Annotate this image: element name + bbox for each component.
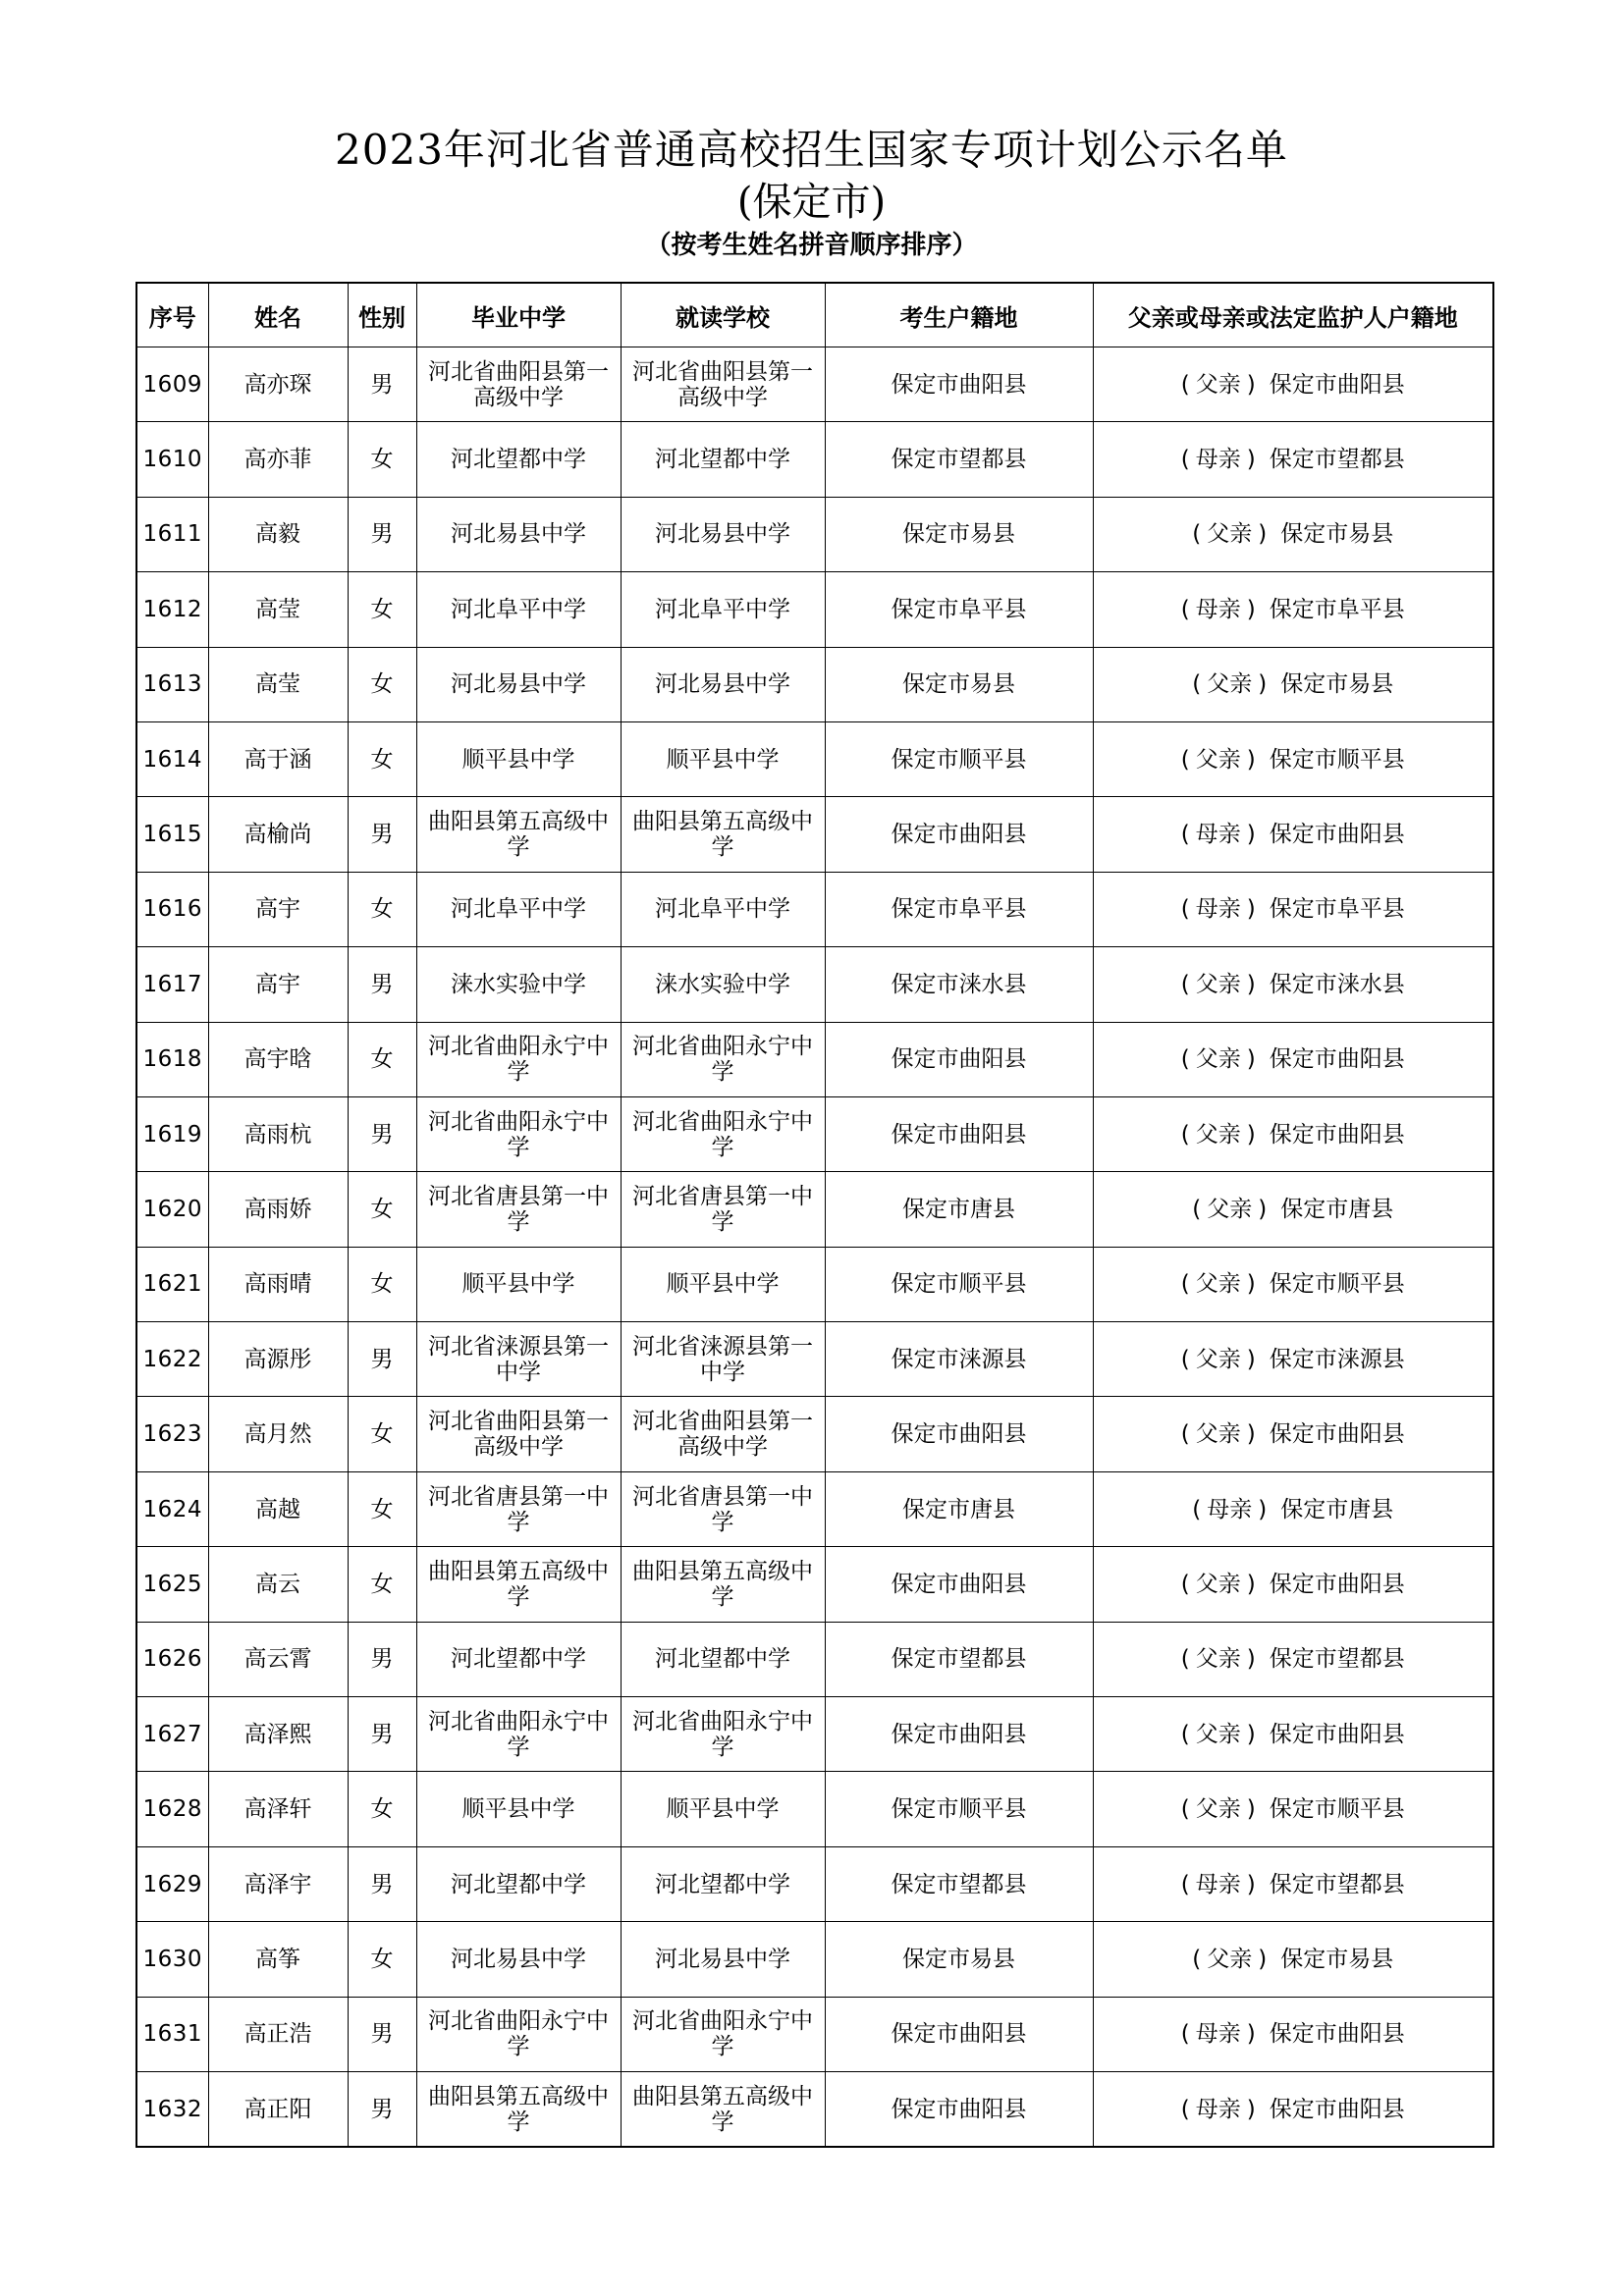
cell-name: 高宇晗 xyxy=(208,1022,348,1096)
guardian-relation: ( 母亲 ) xyxy=(1180,2096,1256,2122)
guardian-place: 保定市唐县 xyxy=(1280,1496,1394,1522)
cell-gender: 男 xyxy=(348,2071,416,2147)
guardian-place: 保定市涞水县 xyxy=(1269,971,1405,997)
cell-gender: 女 xyxy=(348,1247,416,1321)
cell-guardian-registration xyxy=(1093,1247,1493,1321)
cell-graduation-school: 河北望都中学 xyxy=(416,1622,621,1696)
cell-registration: 保定市顺平县 xyxy=(825,721,1093,796)
guardian-relation: ( 父亲 ) xyxy=(1180,1421,1256,1448)
header-seq: 序号 xyxy=(136,283,208,347)
cell-seq: 1629 xyxy=(136,1846,208,1921)
cell-graduation-school: 河北省曲阳县第一高级中学 xyxy=(416,1397,621,1471)
guardian-relation: ( 父亲 ) xyxy=(1192,671,1268,698)
table-row xyxy=(136,1922,1493,1997)
guardian-place: 保定市顺平县 xyxy=(1269,746,1405,773)
cell-guardian-registration xyxy=(1093,797,1493,872)
cell-current-school: 河北省曲阳县第一高级中学 xyxy=(621,347,825,422)
cell-graduation-school: 河北省涞源县第一中学 xyxy=(416,1322,621,1397)
cell-seq: 1632 xyxy=(136,2071,208,2147)
cell-gender: 女 xyxy=(348,1922,416,1997)
guardian-relation: ( 父亲 ) xyxy=(1192,521,1268,548)
cell-graduation-school: 河北阜平中学 xyxy=(416,572,621,647)
page-subtitle: (保定市) xyxy=(736,180,887,225)
cell-registration: 保定市望都县 xyxy=(825,422,1093,497)
table-row xyxy=(136,1772,1493,1846)
cell-seq: 1616 xyxy=(136,872,208,946)
guardian-relation: ( 父亲 ) xyxy=(1180,1121,1256,1148)
table-header-row xyxy=(136,283,1493,347)
guardian-relation-label: 父亲 xyxy=(1195,1046,1241,1073)
guardian-relation-label: 父亲 xyxy=(1207,1946,1253,1972)
table-row xyxy=(136,422,1493,497)
cell-registration: 保定市易县 xyxy=(825,1922,1093,1997)
cell-graduation-school: 河北望都中学 xyxy=(416,422,621,497)
guardian-relation-label: 母亲 xyxy=(1207,1496,1253,1522)
table-row xyxy=(136,721,1493,796)
guardian-place: 保定市顺平县 xyxy=(1269,1796,1405,1823)
cell-seq: 1626 xyxy=(136,1622,208,1696)
cell-guardian-registration xyxy=(1093,1022,1493,1096)
cell-guardian-registration xyxy=(1093,1697,1493,1772)
table-row xyxy=(136,1622,1493,1696)
guardian-relation-label: 父亲 xyxy=(1207,671,1253,698)
cell-registration: 保定市曲阳县 xyxy=(825,1547,1093,1622)
cell-name: 高雨晴 xyxy=(208,1247,348,1321)
cell-name: 高雨杭 xyxy=(208,1096,348,1171)
guardian-relation-label: 父亲 xyxy=(1207,521,1253,548)
guardian-relation: ( 父亲 ) xyxy=(1180,1796,1256,1823)
cell-name: 高筝 xyxy=(208,1922,348,1997)
cell-registration: 保定市易县 xyxy=(825,497,1093,571)
cell-current-school: 河北省曲阳永宁中学 xyxy=(621,1697,825,1772)
cell-registration: 保定市曲阳县 xyxy=(825,1096,1093,1171)
table-body xyxy=(136,347,1493,2148)
cell-registration: 保定市阜平县 xyxy=(825,572,1093,647)
cell-seq: 1621 xyxy=(136,1247,208,1321)
cell-graduation-school: 河北省曲阳永宁中学 xyxy=(416,1022,621,1096)
cell-seq: 1610 xyxy=(136,422,208,497)
cell-registration: 保定市顺平县 xyxy=(825,1772,1093,1846)
cell-guardian-registration xyxy=(1093,721,1493,796)
cell-guardian-registration xyxy=(1093,1322,1493,1397)
table-row xyxy=(136,1997,1493,2071)
cell-current-school: 河北易县中学 xyxy=(621,1922,825,1997)
cell-current-school: 曲阳县第五高级中学 xyxy=(621,2071,825,2147)
table-row xyxy=(136,1172,1493,1247)
cell-seq: 1624 xyxy=(136,1471,208,1546)
guardian-relation-label: 父亲 xyxy=(1195,746,1241,773)
guardian-relation: ( 母亲 ) xyxy=(1180,822,1256,848)
cell-seq: 1618 xyxy=(136,1022,208,1096)
table-row xyxy=(136,2071,1493,2147)
guardian-relation: ( 父亲 ) xyxy=(1180,1271,1256,1298)
cell-gender: 女 xyxy=(348,1172,416,1247)
guardian-place: 保定市曲阳县 xyxy=(1269,2096,1405,2122)
guardian-place: 保定市望都县 xyxy=(1269,1871,1405,1897)
guardian-place: 保定市曲阳县 xyxy=(1269,822,1405,848)
cell-current-school: 顺平县中学 xyxy=(621,1247,825,1321)
cell-guardian-registration xyxy=(1093,947,1493,1022)
cell-name: 高云 xyxy=(208,1547,348,1622)
cell-seq: 1625 xyxy=(136,1547,208,1622)
table-row xyxy=(136,872,1493,946)
cell-name: 高宇 xyxy=(208,947,348,1022)
table-row xyxy=(136,1247,1493,1321)
cell-name: 高越 xyxy=(208,1471,348,1546)
guardian-relation-label: 母亲 xyxy=(1195,822,1241,848)
header-current-school: 就读学校 xyxy=(621,283,825,347)
cell-gender: 男 xyxy=(348,1846,416,1921)
cell-registration: 保定市望都县 xyxy=(825,1622,1093,1696)
guardian-place: 保定市唐县 xyxy=(1280,1196,1394,1222)
guardian-place: 保定市阜平县 xyxy=(1269,596,1405,622)
cell-gender: 女 xyxy=(348,1397,416,1471)
cell-name: 高泽熙 xyxy=(208,1697,348,1772)
cell-current-school: 河北阜平中学 xyxy=(621,872,825,946)
cell-current-school: 河北省唐县第一中学 xyxy=(621,1471,825,1546)
guardian-relation-label: 父亲 xyxy=(1207,1196,1253,1222)
cell-guardian-registration xyxy=(1093,1622,1493,1696)
cell-current-school: 河北望都中学 xyxy=(621,1622,825,1696)
cell-guardian-registration xyxy=(1093,647,1493,721)
cell-current-school: 河北省曲阳县第一高级中学 xyxy=(621,1397,825,1471)
header-guardian-registration: 父亲或母亲或法定监护人户籍地 xyxy=(1093,283,1493,347)
cell-gender: 男 xyxy=(348,947,416,1022)
header-gender: 性别 xyxy=(348,283,416,347)
guardian-relation-label: 母亲 xyxy=(1195,896,1241,923)
cell-name: 高正浩 xyxy=(208,1997,348,2071)
table-row xyxy=(136,1471,1493,1546)
cell-registration: 保定市涞源县 xyxy=(825,1322,1093,1397)
cell-seq: 1627 xyxy=(136,1697,208,1772)
cell-name: 高云霄 xyxy=(208,1622,348,1696)
cell-current-school: 河北易县中学 xyxy=(621,647,825,721)
page-title: 2023年河北省普通高校招生国家专项计划公示名单 xyxy=(335,126,1288,174)
cell-gender: 女 xyxy=(348,1547,416,1622)
guardian-relation: ( 父亲 ) xyxy=(1192,1196,1268,1222)
cell-gender: 女 xyxy=(348,422,416,497)
cell-seq: 1611 xyxy=(136,497,208,571)
cell-graduation-school: 曲阳县第五高级中学 xyxy=(416,2071,621,2147)
cell-current-school: 河北省曲阳永宁中学 xyxy=(621,1022,825,1096)
guardian-relation: ( 母亲 ) xyxy=(1180,596,1256,622)
cell-graduation-school: 顺平县中学 xyxy=(416,721,621,796)
cell-current-school: 河北望都中学 xyxy=(621,422,825,497)
cell-seq: 1609 xyxy=(136,347,208,422)
cell-current-school: 曲阳县第五高级中学 xyxy=(621,797,825,872)
cell-gender: 男 xyxy=(348,1697,416,1772)
cell-seq: 1622 xyxy=(136,1322,208,1397)
cell-registration: 保定市唐县 xyxy=(825,1172,1093,1247)
cell-seq: 1630 xyxy=(136,1922,208,1997)
cell-graduation-school: 河北省唐县第一中学 xyxy=(416,1172,621,1247)
cell-gender: 男 xyxy=(348,1096,416,1171)
cell-graduation-school: 河北省曲阳永宁中学 xyxy=(416,1997,621,2071)
cell-guardian-registration xyxy=(1093,1397,1493,1471)
guardian-relation: ( 父亲 ) xyxy=(1180,971,1256,997)
cell-guardian-registration xyxy=(1093,1172,1493,1247)
cell-name: 高莹 xyxy=(208,647,348,721)
cell-registration: 保定市曲阳县 xyxy=(825,1022,1093,1096)
header-graduation-school: 毕业中学 xyxy=(416,283,621,347)
cell-guardian-registration xyxy=(1093,1997,1493,2071)
cell-seq: 1612 xyxy=(136,572,208,647)
cell-registration: 保定市望都县 xyxy=(825,1846,1093,1921)
roster-table xyxy=(135,282,1494,2148)
guardian-relation: ( 母亲 ) xyxy=(1180,447,1256,473)
cell-graduation-school: 河北望都中学 xyxy=(416,1846,621,1921)
guardian-place: 保定市曲阳县 xyxy=(1269,2021,1405,2048)
cell-current-school: 河北省涞源县第一中学 xyxy=(621,1322,825,1397)
table-row xyxy=(136,1846,1493,1921)
cell-graduation-school: 曲阳县第五高级中学 xyxy=(416,797,621,872)
cell-name: 高毅 xyxy=(208,497,348,571)
guardian-relation: ( 父亲 ) xyxy=(1192,1946,1268,1972)
table-row xyxy=(136,947,1493,1022)
cell-seq: 1615 xyxy=(136,797,208,872)
guardian-place: 保定市阜平县 xyxy=(1269,896,1405,923)
cell-seq: 1631 xyxy=(136,1997,208,2071)
table-row xyxy=(136,1697,1493,1772)
guardian-relation-label: 父亲 xyxy=(1195,1571,1241,1597)
table-row xyxy=(136,347,1493,422)
cell-seq: 1613 xyxy=(136,647,208,721)
cell-guardian-registration xyxy=(1093,1922,1493,1997)
cell-guardian-registration xyxy=(1093,2071,1493,2147)
cell-guardian-registration xyxy=(1093,1846,1493,1921)
cell-gender: 女 xyxy=(348,721,416,796)
cell-graduation-school: 河北省曲阳永宁中学 xyxy=(416,1697,621,1772)
cell-name: 高正阳 xyxy=(208,2071,348,2147)
cell-registration: 保定市顺平县 xyxy=(825,1247,1093,1321)
cell-guardian-registration xyxy=(1093,572,1493,647)
cell-registration: 保定市曲阳县 xyxy=(825,1997,1093,2071)
guardian-relation: ( 母亲 ) xyxy=(1192,1496,1268,1522)
cell-registration: 保定市涞水县 xyxy=(825,947,1093,1022)
cell-gender: 女 xyxy=(348,1022,416,1096)
cell-registration: 保定市曲阳县 xyxy=(825,1697,1093,1772)
cell-gender: 女 xyxy=(348,1772,416,1846)
guardian-relation: ( 父亲 ) xyxy=(1180,1046,1256,1073)
cell-graduation-school: 河北省曲阳永宁中学 xyxy=(416,1096,621,1171)
guardian-relation-label: 父亲 xyxy=(1195,971,1241,997)
guardian-relation-label: 父亲 xyxy=(1195,1271,1241,1298)
cell-name: 高宇 xyxy=(208,872,348,946)
table-row xyxy=(136,1547,1493,1622)
table-row xyxy=(136,1022,1493,1096)
cell-guardian-registration xyxy=(1093,497,1493,571)
guardian-relation-label: 父亲 xyxy=(1195,1646,1241,1673)
guardian-place: 保定市曲阳县 xyxy=(1269,1121,1405,1148)
guardian-relation: ( 母亲 ) xyxy=(1180,2021,1256,2048)
guardian-relation: ( 父亲 ) xyxy=(1180,1571,1256,1597)
cell-current-school: 顺平县中学 xyxy=(621,1772,825,1846)
guardian-place: 保定市曲阳县 xyxy=(1269,1721,1405,1747)
cell-seq: 1617 xyxy=(136,947,208,1022)
cell-guardian-registration xyxy=(1093,1471,1493,1546)
cell-guardian-registration xyxy=(1093,1547,1493,1622)
guardian-place: 保定市曲阳县 xyxy=(1269,1571,1405,1597)
cell-guardian-registration xyxy=(1093,872,1493,946)
cell-registration: 保定市曲阳县 xyxy=(825,2071,1093,2147)
cell-current-school: 顺平县中学 xyxy=(621,721,825,796)
guardian-place: 保定市顺平县 xyxy=(1269,1271,1405,1298)
cell-seq: 1620 xyxy=(136,1172,208,1247)
cell-graduation-school: 河北易县中学 xyxy=(416,647,621,721)
guardian-relation: ( 母亲 ) xyxy=(1180,896,1256,923)
cell-name: 高亦菲 xyxy=(208,422,348,497)
guardian-place: 保定市涞源县 xyxy=(1269,1346,1405,1372)
cell-name: 高榆尚 xyxy=(208,797,348,872)
cell-gender: 女 xyxy=(348,647,416,721)
guardian-relation-label: 父亲 xyxy=(1195,1346,1241,1372)
guardian-place: 保定市曲阳县 xyxy=(1269,1421,1405,1448)
table-row xyxy=(136,1397,1493,1471)
guardian-relation-label: 母亲 xyxy=(1195,2096,1241,2122)
cell-name: 高源彤 xyxy=(208,1322,348,1397)
cell-registration: 保定市阜平县 xyxy=(825,872,1093,946)
cell-current-school: 河北省唐县第一中学 xyxy=(621,1172,825,1247)
cell-registration: 保定市曲阳县 xyxy=(825,797,1093,872)
cell-graduation-school: 涞水实验中学 xyxy=(416,947,621,1022)
header-name: 姓名 xyxy=(208,283,348,347)
guardian-relation-label: 母亲 xyxy=(1195,596,1241,622)
cell-gender: 女 xyxy=(348,872,416,946)
guardian-relation-label: 母亲 xyxy=(1195,2021,1241,2048)
cell-gender: 男 xyxy=(348,1622,416,1696)
table-row xyxy=(136,797,1493,872)
cell-registration: 保定市易县 xyxy=(825,647,1093,721)
cell-current-school: 河北省曲阳永宁中学 xyxy=(621,1997,825,2071)
guardian-relation-label: 母亲 xyxy=(1195,1871,1241,1897)
guardian-place: 保定市望都县 xyxy=(1269,447,1405,473)
cell-graduation-school: 河北阜平中学 xyxy=(416,872,621,946)
guardian-relation: ( 母亲 ) xyxy=(1180,1871,1256,1897)
guardian-relation: ( 父亲 ) xyxy=(1180,1646,1256,1673)
cell-seq: 1628 xyxy=(136,1772,208,1846)
cell-name: 高月然 xyxy=(208,1397,348,1471)
guardian-relation: ( 父亲 ) xyxy=(1180,1346,1256,1372)
cell-current-school: 曲阳县第五高级中学 xyxy=(621,1547,825,1622)
cell-gender: 男 xyxy=(348,347,416,422)
guardian-place: 保定市曲阳县 xyxy=(1269,1046,1405,1073)
cell-gender: 女 xyxy=(348,572,416,647)
cell-gender: 男 xyxy=(348,497,416,571)
cell-registration: 保定市曲阳县 xyxy=(825,1397,1093,1471)
cell-guardian-registration xyxy=(1093,422,1493,497)
cell-gender: 男 xyxy=(348,1997,416,2071)
cell-gender: 男 xyxy=(348,797,416,872)
cell-gender: 男 xyxy=(348,1322,416,1397)
cell-graduation-school: 曲阳县第五高级中学 xyxy=(416,1547,621,1622)
cell-graduation-school: 河北易县中学 xyxy=(416,1922,621,1997)
guardian-place: 保定市易县 xyxy=(1280,1946,1394,1972)
guardian-relation-label: 父亲 xyxy=(1195,1121,1241,1148)
cell-registration: 保定市曲阳县 xyxy=(825,347,1093,422)
cell-name: 高莹 xyxy=(208,572,348,647)
guardian-relation-label: 父亲 xyxy=(1195,371,1241,398)
cell-seq: 1619 xyxy=(136,1096,208,1171)
cell-name: 高泽轩 xyxy=(208,1772,348,1846)
table-row xyxy=(136,572,1493,647)
cell-graduation-school: 顺平县中学 xyxy=(416,1247,621,1321)
guardian-relation-label: 父亲 xyxy=(1195,1421,1241,1448)
guardian-relation-label: 母亲 xyxy=(1195,447,1241,473)
guardian-relation: ( 父亲 ) xyxy=(1180,746,1256,773)
cell-graduation-school: 河北省曲阳县第一高级中学 xyxy=(416,347,621,422)
table-row xyxy=(136,1096,1493,1171)
cell-seq: 1614 xyxy=(136,721,208,796)
cell-name: 高雨娇 xyxy=(208,1172,348,1247)
cell-name: 高泽宇 xyxy=(208,1846,348,1921)
cell-name: 高于涵 xyxy=(208,721,348,796)
guardian-place: 保定市易县 xyxy=(1280,521,1394,548)
table-row xyxy=(136,1322,1493,1397)
cell-current-school: 河北易县中学 xyxy=(621,497,825,571)
table-row xyxy=(136,497,1493,571)
cell-name: 高亦琛 xyxy=(208,347,348,422)
guardian-place: 保定市望都县 xyxy=(1269,1646,1405,1673)
cell-current-school: 河北望都中学 xyxy=(621,1846,825,1921)
guardian-place: 保定市易县 xyxy=(1280,671,1394,698)
table-row xyxy=(136,647,1493,721)
guardian-relation-label: 父亲 xyxy=(1195,1796,1241,1823)
guardian-relation: ( 父亲 ) xyxy=(1180,371,1256,398)
cell-graduation-school: 顺平县中学 xyxy=(416,1772,621,1846)
cell-current-school: 河北阜平中学 xyxy=(621,572,825,647)
guardian-place: 保定市曲阳县 xyxy=(1269,371,1405,398)
cell-guardian-registration xyxy=(1093,1772,1493,1846)
cell-gender: 女 xyxy=(348,1471,416,1546)
cell-seq: 1623 xyxy=(136,1397,208,1471)
cell-guardian-registration xyxy=(1093,347,1493,422)
cell-current-school: 涞水实验中学 xyxy=(621,947,825,1022)
guardian-relation-label: 父亲 xyxy=(1195,1721,1241,1747)
cell-guardian-registration xyxy=(1093,1096,1493,1171)
guardian-relation: ( 父亲 ) xyxy=(1180,1721,1256,1747)
header-registration: 考生户籍地 xyxy=(825,283,1093,347)
cell-registration: 保定市唐县 xyxy=(825,1471,1093,1546)
cell-graduation-school: 河北易县中学 xyxy=(416,497,621,571)
cell-current-school: 河北省曲阳永宁中学 xyxy=(621,1096,825,1171)
sort-note: （按考生姓名拼音顺序排序） xyxy=(645,231,978,260)
cell-graduation-school: 河北省唐县第一中学 xyxy=(416,1471,621,1546)
